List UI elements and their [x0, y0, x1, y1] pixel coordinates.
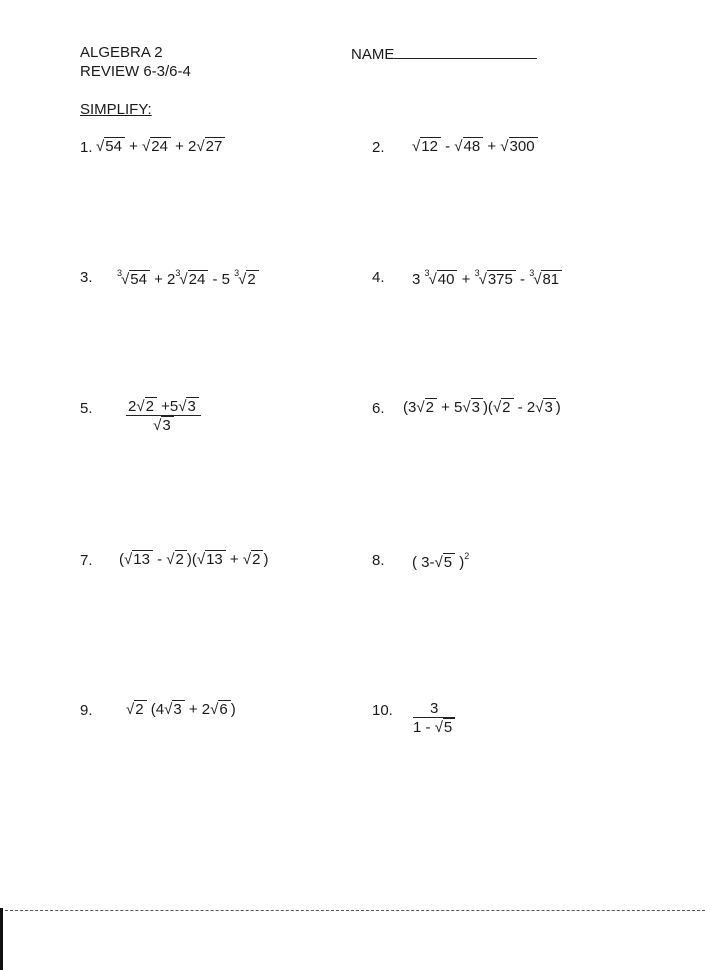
problem-expression [412, 268, 562, 288]
expr-text: ) [555, 399, 561, 416]
expr-text: 2 [128, 398, 137, 415]
radicand: 13 [132, 550, 153, 568]
radical-sign-icon: √ [434, 719, 443, 736]
problem-expression [412, 551, 469, 571]
problem-number: 7. [80, 552, 93, 569]
fraction-numerator [413, 700, 455, 718]
radical [164, 701, 185, 718]
name-label: NAME [351, 46, 395, 63]
radical-sign-icon: √ [166, 551, 175, 568]
problem-expression [126, 701, 236, 718]
radical-sign-icon: √ [242, 551, 252, 568]
instruction-heading: SIMPLIFY: [80, 101, 152, 118]
radicand: 81 [541, 270, 562, 288]
radical [136, 398, 157, 415]
radical [197, 551, 226, 568]
radicand: 48 [463, 137, 484, 155]
radical-sign-icon: √ [126, 701, 135, 718]
radical-sign-icon: √ [196, 138, 205, 155]
radicand: 24 [188, 270, 209, 288]
expr-text: (3 [403, 399, 417, 416]
page-edge-line [0, 910, 705, 911]
expr-text: 3 [429, 700, 439, 717]
problem-number: 9. [80, 702, 93, 719]
radicand: 2 [425, 398, 437, 416]
name-field[interactable] [351, 44, 537, 63]
review-subtitle: REVIEW 6-3/6-4 [80, 63, 191, 80]
radical [234, 268, 259, 288]
radicand: 2 [175, 550, 187, 568]
radical-sign-icon: √ [196, 551, 206, 568]
radical [196, 138, 225, 155]
radical [126, 701, 147, 718]
radical [500, 138, 537, 155]
radical [535, 399, 556, 416]
expr-text: - [515, 271, 530, 288]
radical-index: 3 [175, 268, 181, 278]
radical [462, 399, 483, 416]
problem-number: 4. [372, 269, 385, 286]
radicand: 27 [205, 137, 226, 155]
problem-expression [412, 138, 538, 155]
radical-index: 3 [474, 268, 480, 278]
radical-sign-icon: √ [179, 271, 188, 288]
radical [454, 138, 483, 155]
problem-number: 1. [80, 139, 93, 156]
radicand: 3 [543, 398, 555, 416]
radical-index: 3 [234, 268, 240, 278]
radical-sign-icon: √ [153, 417, 162, 434]
radical [96, 138, 125, 155]
radical [142, 138, 171, 155]
radical [412, 138, 441, 155]
radicand: 2 [501, 398, 513, 416]
expr-text: + [124, 138, 143, 155]
expr-text: - 2 [513, 399, 536, 416]
radical [435, 719, 456, 736]
radical [124, 551, 153, 568]
radical [475, 268, 516, 288]
radical-sign-icon: √ [416, 399, 425, 416]
problem-number: 2. [372, 139, 385, 156]
radical [425, 268, 458, 288]
fraction [413, 700, 455, 736]
radicand: 40 [437, 270, 458, 288]
expr-text: + 5 [436, 399, 463, 416]
expr-text: - [440, 138, 455, 155]
problem-number: 5. [80, 400, 93, 417]
radical-sign-icon: √ [478, 271, 487, 288]
radical [493, 399, 514, 416]
radical [210, 701, 231, 718]
radical-sign-icon: √ [142, 138, 151, 155]
problem-expression [413, 700, 455, 736]
radical-sign-icon: √ [428, 271, 437, 288]
radical [153, 417, 174, 434]
radical [435, 554, 456, 571]
radical-sign-icon: √ [462, 399, 471, 416]
expr-text: + 2 [184, 701, 211, 718]
problem-number: 10. [372, 702, 393, 719]
problem-expression [403, 399, 561, 416]
expr-text: )( [186, 551, 197, 568]
expr-text: 1 - [413, 719, 435, 736]
radicand: 12 [420, 137, 441, 155]
fraction-denominator [413, 718, 455, 736]
name-blank-line[interactable] [394, 44, 537, 59]
expr-text: + [483, 138, 501, 155]
radical [166, 551, 187, 568]
expr-text: +5 [156, 398, 179, 415]
radicand: 24 [150, 137, 171, 155]
radical [117, 268, 150, 288]
problem-number: 8. [372, 552, 385, 569]
radical-sign-icon: √ [210, 701, 219, 718]
expr-text: 3 [412, 271, 425, 288]
radical-index: 3 [424, 268, 430, 278]
problem-expression [119, 551, 268, 568]
expr-text: + [225, 551, 243, 568]
expr-text: ( 3- [412, 554, 435, 571]
radicand: 3 [161, 416, 173, 434]
expr-text: + [457, 271, 475, 288]
problem-expression [117, 268, 259, 288]
radical-sign-icon: √ [164, 701, 173, 718]
expr-text: + 2 [170, 138, 197, 155]
expr-text: ( [119, 551, 124, 568]
radicand: 54 [129, 270, 150, 288]
radicand: 54 [104, 137, 125, 155]
problem-expression [126, 398, 201, 434]
expr-text: + 2 [149, 271, 176, 288]
radical-sign-icon: √ [121, 271, 130, 288]
problem-number: 3. [80, 269, 93, 286]
radicand: 2 [251, 550, 263, 568]
expr-text: - 5 [208, 271, 235, 288]
radical-sign-icon: √ [500, 138, 509, 155]
radicand: 300 [509, 137, 538, 155]
radical [416, 399, 437, 416]
scan-edge [0, 908, 3, 970]
radicand: 2 [134, 700, 146, 718]
expr-text: )( [482, 399, 493, 416]
radical [175, 268, 208, 288]
exponent: 2 [464, 551, 470, 561]
radical-sign-icon: √ [412, 138, 421, 155]
radicand: 3 [471, 398, 483, 416]
fraction [126, 398, 201, 434]
radicand: 3 [172, 700, 184, 718]
radicand: 6 [218, 700, 230, 718]
radicand: 375 [487, 270, 516, 288]
problem-number: 6. [372, 400, 385, 417]
fraction-numerator [126, 398, 201, 416]
fraction-denominator [126, 416, 201, 434]
problem-expression [96, 138, 225, 155]
radicand: 3 [186, 397, 198, 415]
radical-sign-icon: √ [136, 398, 145, 415]
radical-sign-icon: √ [454, 138, 463, 155]
radical-index: 3 [117, 268, 123, 278]
radical [529, 268, 562, 288]
radical-sign-icon: √ [178, 398, 187, 415]
radical [178, 398, 199, 415]
radical-sign-icon: √ [238, 271, 247, 288]
expr-text: ) [455, 554, 465, 571]
radical-sign-icon: √ [96, 138, 105, 155]
radicand: 5 [443, 718, 455, 736]
radical-sign-icon: √ [533, 271, 542, 288]
radical-sign-icon: √ [535, 399, 544, 416]
course-title: ALGEBRA 2 [80, 44, 163, 61]
radicand: 13 [205, 550, 226, 568]
radicand: 2 [145, 397, 157, 415]
expr-text: (4 [146, 701, 165, 718]
radical-sign-icon: √ [492, 399, 502, 416]
radicand: 5 [443, 553, 455, 571]
radical-sign-icon: √ [124, 551, 133, 568]
expr-text: - [152, 551, 167, 568]
expr-text: ) [230, 701, 236, 718]
radical [243, 551, 264, 568]
radical-sign-icon: √ [434, 554, 443, 571]
expr-text: ) [263, 551, 269, 568]
radicand: 2 [246, 270, 258, 288]
radical-index: 3 [529, 268, 535, 278]
